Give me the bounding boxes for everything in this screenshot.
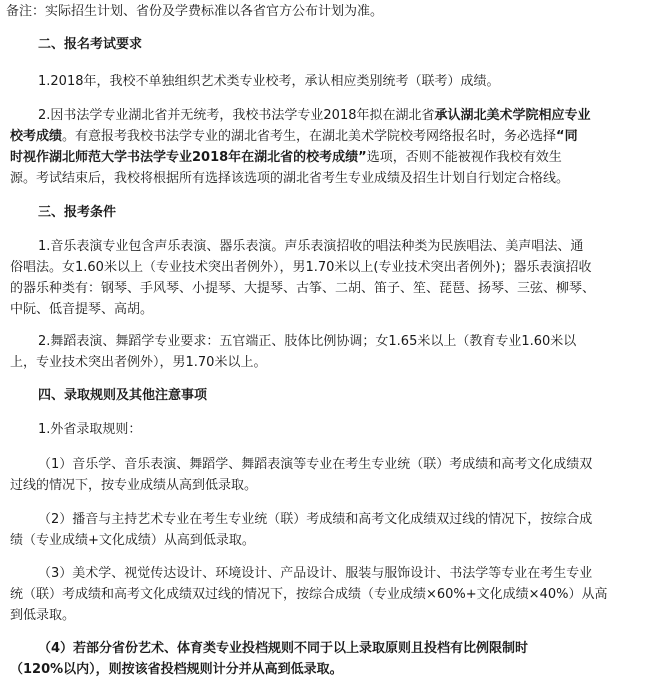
para-line: 上，专业技术突出者例外），男1.70米以上。 bbox=[10, 355, 267, 370]
para-line: （3）美术学、视觉传达设计、环境设计、产品设计、服装与服饰设计、书法学等专业在考生专业 bbox=[38, 566, 593, 581]
section-3-paragraph-1 bbox=[10, 236, 640, 320]
para-bold-text: 时视作湖北师范大学书法学专业2018年在湖北省的校考成绩” bbox=[10, 150, 367, 165]
para-bold-text: “同 bbox=[556, 129, 578, 144]
para-line: 到低录取。 bbox=[10, 608, 76, 623]
note-text: 备注：实际招生计划、省份及学费标准以各省官方公布计划为准。 bbox=[6, 4, 384, 19]
para-line: （4）若部分省份艺术、体育类专业投档规则不同于以上录取原则且投档有比例限制时 bbox=[38, 641, 529, 656]
para-line: （120%以内），则按该省投档规则计分并从高到低录取。 bbox=[10, 662, 343, 677]
rule-1 bbox=[10, 454, 640, 496]
rule-2 bbox=[10, 509, 640, 551]
para-line: 2.舞蹈表演、舞蹈学专业要求：五官端正、肢体比例协调；女1.65米以上（教育专业1.60米以 bbox=[38, 334, 577, 349]
section-3-heading: 三、报考条件 bbox=[38, 205, 117, 220]
para-line: 俗唱法。女1.60米以上（专业技术突出者例外），男1.70米以上(专业技术突出者例外)；器乐表演招收 bbox=[10, 260, 592, 275]
rule-4 bbox=[10, 638, 640, 680]
para-line: 中阮、低音提琴、高胡。 bbox=[10, 302, 154, 317]
para-text: 2.因书法学专业湖北省并无统考，我校书法学专业2018年拟在湖北省 bbox=[38, 108, 435, 123]
section-2-paragraph-1: 1.2018年，我校不单独组织艺术类专业校考，承认相应类别统考（联考）成绩。 bbox=[38, 74, 500, 89]
para-line: 绩（专业成绩+文化成绩）从高到低录取。 bbox=[10, 533, 255, 548]
para-bold-text: 校考成绩 bbox=[10, 129, 63, 144]
para-bold-text: 承认湖北美术学院相应专业 bbox=[434, 108, 591, 123]
para-line: 过线的情况下，按专业成绩从高到低录取。 bbox=[10, 478, 258, 493]
rule-3 bbox=[10, 563, 640, 626]
para-line: （1）音乐学、音乐表演、舞蹈学、舞蹈表演等专业在考生专业统（联）考成绩和高考文化成绩双 bbox=[38, 457, 593, 472]
section-2-heading: 二、报名考试要求 bbox=[38, 37, 143, 52]
section-4-heading: 四、录取规则及其他注意事项 bbox=[38, 388, 208, 403]
para-text: 。有意报考我校书法学专业的湖北省考生，在湖北美术学院校考网络报名时，务必选择 bbox=[62, 129, 557, 144]
section-3-paragraph-2 bbox=[10, 331, 640, 373]
para-line: 1.音乐表演专业包含声乐表演、器乐表演。声乐表演招收的唱法种类为民族唱法、美声唱法、通 bbox=[38, 239, 584, 254]
para-text: 源。考试结束后，我校将根据所有选择该选项的湖北省考生专业成绩及招生计划自行划定合格线。 bbox=[10, 171, 570, 186]
section-2-paragraph-2 bbox=[10, 105, 640, 189]
para-text: 选项，否则不能被视作我校有效生 bbox=[366, 150, 562, 165]
para-line: 的器乐种类有：钢琴、手风琴、小提琴、大提琴、古筝、二胡、笛子、笙、琵琶、扬琴、三弦、柳琴、 bbox=[10, 281, 596, 296]
para-line: 统（联）考成绩和高考文化成绩双过线的情况下，按综合成绩（专业成绩×60%+文化成绩×40%）从高 bbox=[10, 587, 608, 602]
section-4-subheading: 1.外省录取规则： bbox=[38, 422, 142, 437]
para-line: （2）播音与主持艺术专业在考生专业统（联）考成绩和高考文化成绩双过线的情况下，按综合成 bbox=[38, 512, 593, 527]
